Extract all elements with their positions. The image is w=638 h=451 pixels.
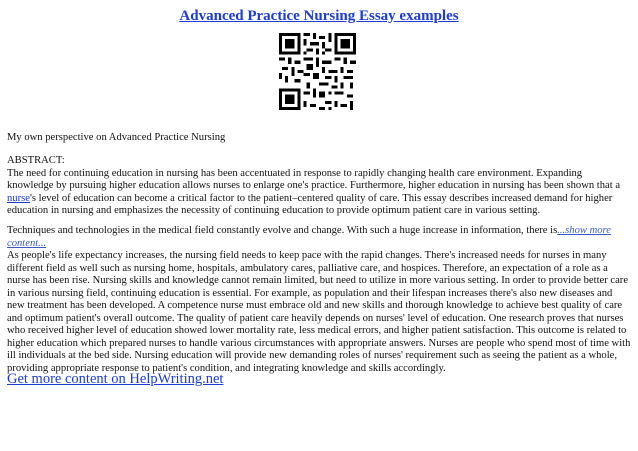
nurse-link[interactable]: nurse xyxy=(7,192,30,204)
abstract-label: ABSTRACT: xyxy=(7,155,65,166)
body-text-continued: As people's life expectancy increases, the nursing field needs to keep pace with the rapid changes. There's increased needs for nurses in many different field as well such as nursing home, hospitals, ambulatory cares, palliative care, and hospices. Therefore, an expectation of a role as a nurse has been rise. Nursing skills and knowledge cannot remain limited, but need to utilize in more various setting. In order to provide better care in various nursing field, continuing education is essential. For example, as population and their lifespan increases there's also new diseases and new treatment has been developed. A competence nurse must embrace old and new skills and thorough knowledge to achieve best quality of care and optimum patient's overall outcome. The quality of patient care heavily depends on nurses' level of education. One research proves that nurses who received higher level of education showed lower mortality rate, less medical errors, and higher patient satisfaction. This outcome is related to higher education which prepared nurses to handle various circumstances with appropriate answers. Nurses are people who spend most of time with ill individuals at the bed side. Nursing education will provide new demanding roles of nurses' requirement such as seeing the patient as a whole, providing appropriate response to patient's condition, and integrating knowledge and skills accordingly. xyxy=(7,250,631,374)
abstract-text-start: The need for continuing education in nursing has been accentuated in response to rapidly changing health care environment. Expanding knowledge by pursuing higher education allows nurses to enlarge one's practice. Furthermore, higher education in nursing has been shown that a xyxy=(7,167,621,191)
show-more-link[interactable]: ...show more content... xyxy=(7,225,611,249)
qr-code-icon xyxy=(279,33,356,110)
abstract-paragraph xyxy=(7,155,631,218)
title-link[interactable]: Advanced Practice Nursing Essay examples xyxy=(179,8,459,24)
body-paragraph xyxy=(7,225,631,375)
page-title xyxy=(0,7,638,25)
intro-line: My own perspective on Advanced Practice Nursing xyxy=(7,132,226,143)
body-text-start: Techniques and technologies in the medical field constantly evolve and change. With such a huge increase in information, there is xyxy=(7,225,558,236)
abstract-text-end: 's level of education can become a critical factor to the patient–centered quality of care. This essay describes increased demand for higher education in nursing and emphasizes the necessity of continuing education to provide optimum patient care in various setting. xyxy=(7,192,613,216)
get-more-content-link[interactable]: Get more content on HelpWriting.net xyxy=(7,371,224,387)
